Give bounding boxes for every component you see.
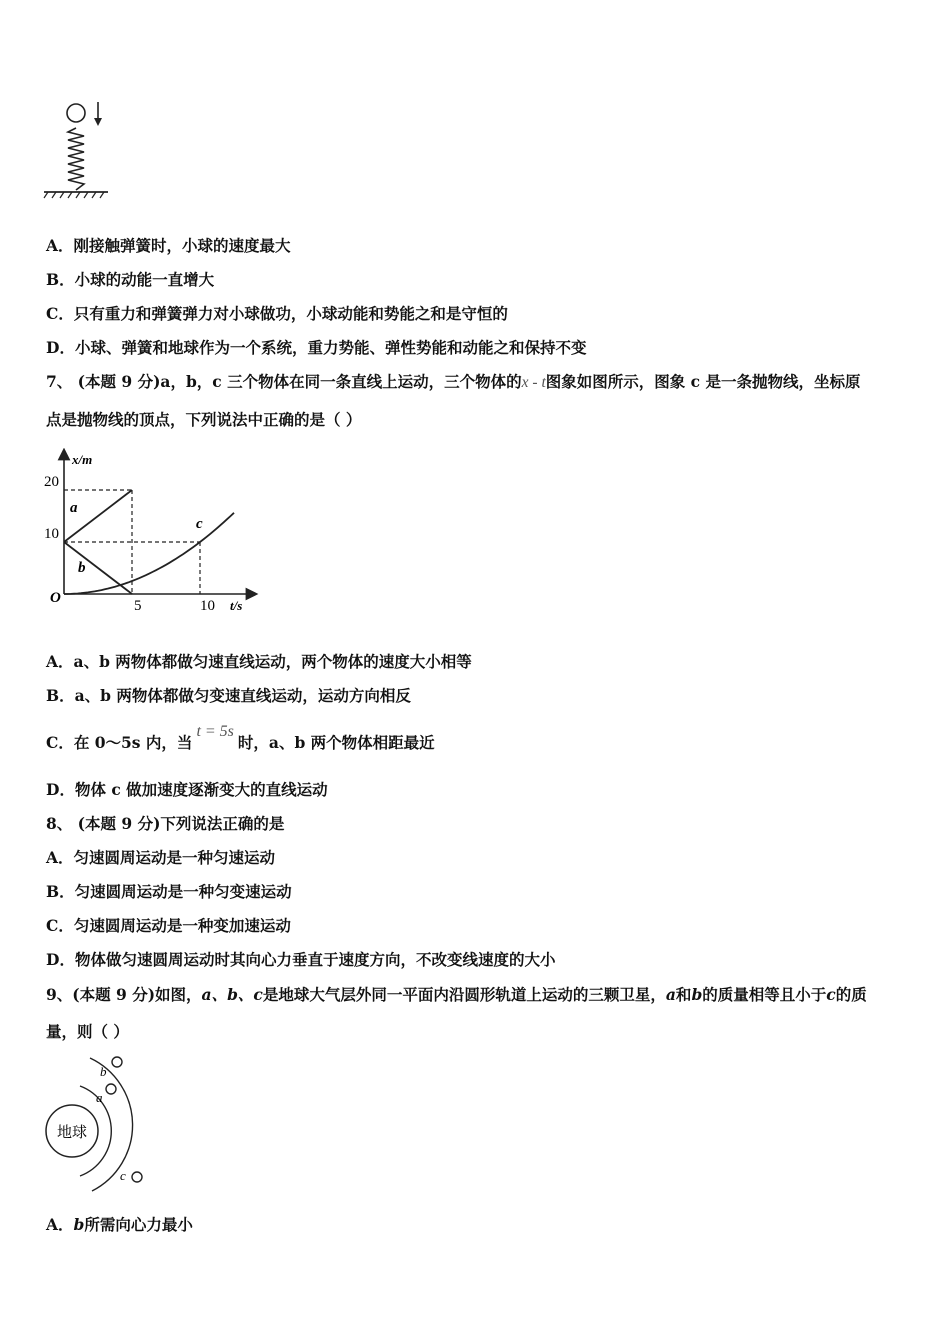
q9-stem-line2: 量，则（ ） <box>46 1022 129 1041</box>
series-b-label: b <box>78 560 86 576</box>
q6-option-c: C．只有重力和弹簧弹力对小球做功，小球动能和势能之和是守恒的 <box>46 304 508 323</box>
spring-ball-figure <box>40 98 120 202</box>
x-tick-5: 5 <box>134 598 142 614</box>
q6-option-b: B．小球的动能一直增大 <box>46 270 215 289</box>
arrow-head-icon <box>94 118 102 126</box>
q8-option-d: D．物体做匀速圆周运动时其向心力垂直于速度方向，不改变线速度的大小 <box>46 950 556 969</box>
x-tick-10: 10 <box>200 598 215 614</box>
q8-option-a: A．匀速圆周运动是一种匀速运动 <box>46 848 276 867</box>
q8-stem: 8、 (本题 9 分)下列说法正确的是 <box>46 814 285 833</box>
spring <box>68 128 84 190</box>
x-axis-label: t/s <box>230 598 243 613</box>
y-tick-10: 10 <box>44 526 59 542</box>
satellite-b-label: b <box>100 1064 107 1079</box>
y-axis-label: x/m <box>72 452 93 467</box>
earth-label: 地球 <box>57 1125 88 1141</box>
q7-xt-math: x - t <box>521 374 546 391</box>
q7-option-c: C．在 0～5s 内，当t = 5s时，a、b 两个物体相距最近 <box>46 723 435 752</box>
series-a-label: a <box>70 500 78 516</box>
q7-xt-chart <box>40 448 260 618</box>
q7-stem-line1: 7、 (本题 9 分)a，b，c 三个物体在同一条直线上运动，三个物体的x - t图象如图所示，图象 c 是一条抛物线，坐标原 <box>46 372 861 391</box>
satellite-b <box>112 1057 122 1067</box>
series-b-line <box>64 542 132 594</box>
q7-stem-line2: 点是抛物线的顶点，下列说法中正确的是（ ） <box>46 410 362 429</box>
q7-t5s-math: t = 5s <box>196 723 234 740</box>
q7-option-a: A．a、b 两物体都做匀速直线运动，两个物体的速度大小相等 <box>46 652 472 671</box>
q9-option-a: A．b所需向心力最小 <box>46 1215 193 1234</box>
q6-option-d: D．小球、弹簧和地球作为一个系统，重力势能、弹性势能和动能之和保持不变 <box>46 338 587 357</box>
q7-option-b: B．a、b 两物体都做匀变速直线运动，运动方向相反 <box>46 686 411 705</box>
q9-satellite-figure <box>40 1050 180 1200</box>
ball <box>67 104 85 122</box>
satellite-a <box>106 1084 116 1094</box>
satellite-c <box>132 1172 142 1182</box>
series-c-label: c <box>196 516 203 532</box>
origin-label: O <box>50 590 61 606</box>
q7-option-d: D．物体 c 做加速度逐渐变大的直线运动 <box>46 780 328 799</box>
q6-option-a: A．刚接触弹簧时，小球的速度最大 <box>46 236 291 255</box>
series-a-line <box>64 490 132 542</box>
satellite-c-label: c <box>120 1168 126 1183</box>
q8-option-c: C．匀速圆周运动是一种变加速运动 <box>46 916 291 935</box>
y-tick-20: 20 <box>44 474 59 490</box>
q8-option-b: B．匀速圆周运动是一种匀变速运动 <box>46 882 292 901</box>
series-c-line <box>64 513 234 594</box>
q9-stem-line1: 9、(本题 9 分)如图，a、b、c是地球大气层外同一平面内沿圆形轨道上运动的三颗卫星，a和b的质量相等且小于c的质 <box>46 985 867 1004</box>
satellite-a-label: a <box>96 1090 103 1105</box>
